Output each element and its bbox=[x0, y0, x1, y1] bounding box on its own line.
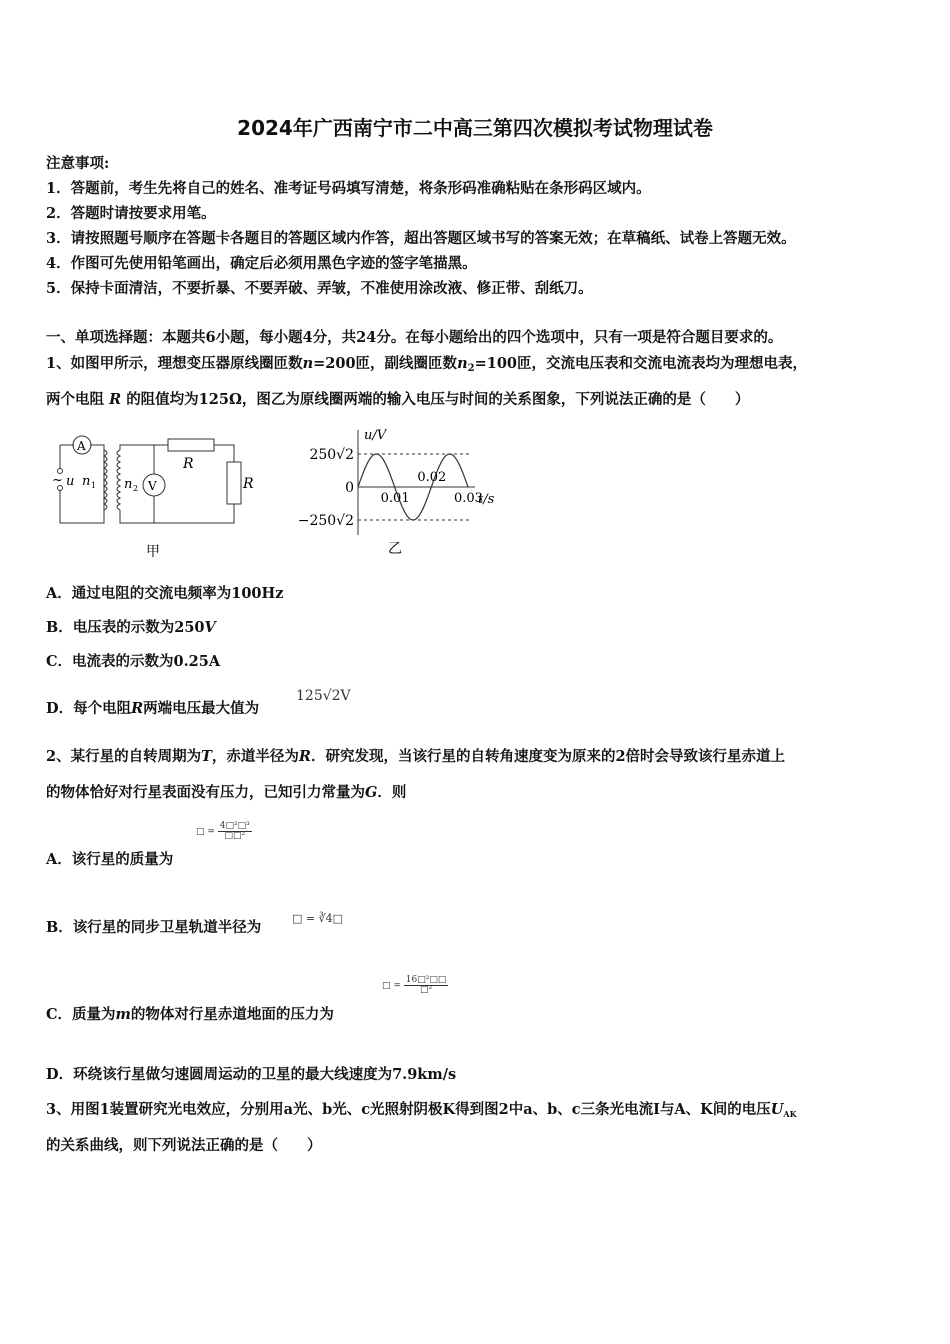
option-a[interactable]: A．该行星的质量为 bbox=[46, 851, 174, 868]
circuit-diagram bbox=[46, 428, 266, 568]
y-tick-label: 0 bbox=[345, 480, 354, 496]
question-3-stem: 3、用图1装置研究光电效应，分别用a光、b光、c光照射阴极K得到图2中a、b、c三条光电流I与A、K间的电压$U_{AK}$ bbox=[46, 1101, 797, 1119]
page-title: 2024年广西南宁市二中高三第四次模拟考试物理试卷 bbox=[237, 116, 713, 140]
notice-item: 4．作图可先使用铅笔画出，确定后必须用黑色字迹的签字笔描黑。 bbox=[46, 255, 477, 272]
notice-item: 1．答题前，考生先将自己的姓名、准考证号码填写清楚，将条形码准确粘贴在条形码区域内。 bbox=[46, 180, 651, 197]
y-tick-label: −250√2 bbox=[297, 513, 354, 529]
option-b[interactable]: B．该行星的同步卫星轨道半径为 bbox=[46, 919, 262, 936]
x-tick-label: 0.03 bbox=[454, 491, 483, 506]
option-d[interactable]: D．每个电阻R两端电压最大值为 bbox=[46, 700, 260, 717]
option-c[interactable]: C．电流表的示数为0.25A bbox=[46, 653, 221, 670]
x-tick-label: 0.01 bbox=[380, 491, 410, 506]
notice-item: 2．答题时请按要求用笔。 bbox=[46, 205, 216, 222]
svg-text:n: n bbox=[124, 477, 133, 492]
svg-text:乙: 乙 bbox=[388, 541, 402, 557]
notice-header: 注意事项: bbox=[46, 155, 110, 172]
option-d-formula: 125√2V bbox=[296, 688, 351, 704]
svg-text:~: ~ bbox=[52, 473, 63, 488]
y-tick-label: 250√2 bbox=[309, 447, 354, 463]
question-2-stem: 2、某行星的自转周期为T，赤道半径为R．研究发现，当该行星的自转角速度变为原来的2倍时会导致该行星赤道上 bbox=[46, 748, 786, 765]
option-c[interactable]: C．质量为m的物体对行星赤道地面的压力为 bbox=[46, 1006, 334, 1023]
notice-item: 5．保持卡面清洁，不要折暴、不要弄破、弄皱，不准使用涂改液、修正带、刮纸刀。 bbox=[46, 280, 593, 297]
option-b[interactable]: B．电压表的示数为250V bbox=[46, 619, 216, 636]
notice-item: 3．请按照题号顺序在答题卡各题目的答题区域内作答，超出答题区域书写的答案无效；在草稿纸、试卷上答题无效。 bbox=[46, 230, 796, 247]
svg-text:V: V bbox=[148, 479, 157, 493]
question-3-stem-line2: 的关系曲线，则下列说法正确的是（ ） bbox=[46, 1137, 322, 1154]
svg-text:R: R bbox=[183, 456, 194, 472]
svg-text:A: A bbox=[77, 439, 86, 453]
svg-text:甲: 甲 bbox=[146, 544, 160, 560]
svg-text:R: R bbox=[243, 476, 254, 492]
resistor-top bbox=[168, 439, 214, 451]
svg-text:u: u bbox=[66, 474, 75, 489]
section-heading: 一、单项选择题：本题共6小题，每小题4分，共24分。在每小题给出的四个选项中，只有一项是符合题目要求的。 bbox=[46, 329, 783, 346]
question-2-stem-line2: 的物体恰好对行星表面没有压力，已知引力常量为G．则 bbox=[46, 784, 407, 801]
x-axis-label: t/s bbox=[478, 492, 495, 507]
y-axis-label: u/V bbox=[364, 428, 387, 443]
question-1-stem-line2: 两个电阻 R 的阻值均为125Ω，图乙为原线圈两端的输入电压与时间的关系图象，下列说法正确的是（ ） bbox=[46, 391, 750, 408]
option-a[interactable]: A．通过电阻的交流电频率为100Hz bbox=[46, 585, 284, 602]
svg-text:1: 1 bbox=[91, 481, 97, 490]
resistor-right bbox=[227, 462, 241, 504]
svg-text:2: 2 bbox=[133, 484, 139, 493]
x-tick-label: 0.02 bbox=[417, 470, 447, 485]
option-a-formula: □ = $\frac{\text{4□²□³}}{\text{□□²}}$ bbox=[196, 821, 250, 841]
voltage-time-chart bbox=[270, 425, 510, 565]
option-b-formula: □ = ∛4□ bbox=[292, 912, 344, 925]
option-c-formula: □ = $\frac{\text{16□²□□}}{\text{□²}}$ bbox=[382, 975, 447, 995]
question-1-stem: 1、如图甲所示，理想变压器原线圈匝数n=200匝，副线圈匝数$n_2=100$匝，交流电压表和交流电流表均为理想电表， bbox=[46, 355, 807, 374]
option-d[interactable]: D．环绕该行星做匀速圆周运动的卫星的最大线速度为7.9km/s bbox=[46, 1066, 457, 1083]
svg-text:n: n bbox=[82, 474, 91, 489]
